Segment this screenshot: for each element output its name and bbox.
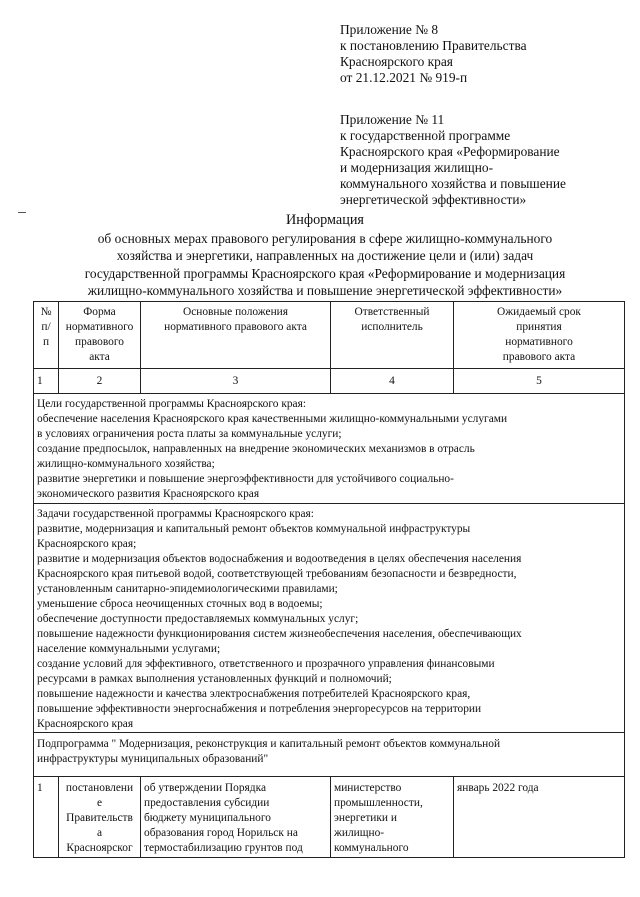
header-cell-executor: Ответственный исполнитель [331, 302, 454, 369]
header-cell-content: Основные положения нормативного правового акта [141, 302, 331, 369]
goals-cell: Цели государственной программы Красноярского края: обеспечение населения Красноярского края качественными жилищно-коммунальными услугами в условиях ограничения роста платы за коммунальные услуги; создание предпосылок, направленных на внедрение экономических механизмов в отрасль жилищно-коммунального хозяйства; развитие энергетики и повышение энергоэффективности для устойчивого социально- экономического развития Красноярского края [34, 394, 625, 504]
column-number: 2 [59, 369, 141, 394]
column-number: 5 [454, 369, 625, 394]
column-number: 3 [141, 369, 331, 394]
appendix-line: к постановлению Правительства [340, 38, 527, 53]
appendix-line: Красноярского края [340, 54, 453, 69]
header-cell-form: Форма нормативного правового акта [59, 302, 141, 369]
table-header-row [34, 302, 625, 369]
column-number: 1 [34, 369, 59, 394]
row-deadline: январь 2022 года [454, 777, 625, 858]
appendix-line: Приложение № 8 [340, 22, 439, 37]
tasks-row [34, 504, 625, 733]
appendix-11-block [340, 112, 566, 208]
measures-table [33, 301, 625, 858]
appendix-line: энергетической эффективности» [340, 192, 527, 207]
column-number: 4 [331, 369, 454, 394]
column-number-row [34, 369, 625, 394]
header-cell-number: № п/ п [34, 302, 59, 369]
document-heading [28, 212, 622, 300]
subtitle-line: жилищно-коммунального хозяйства и повышение энергетической эффективности» [87, 283, 563, 298]
appendix-line: коммунального хозяйства и повышение [340, 176, 566, 191]
subtitle-line: государственной программы Красноярского края «Реформирование и модернизация [84, 265, 566, 281]
row-number: 1 [34, 777, 59, 858]
subtitle-line: об основных мерах правового регулирования в сфере жилищно-коммунального [97, 230, 553, 246]
appendix-line: к государственной программе [340, 128, 511, 143]
row-executor: министерство промышленности, энергетики и жилищно- коммунального [331, 777, 454, 858]
row-content: об утверждении Порядка предоставления субсидии бюджету муниципального образования город Норильск на термостабилизацию грунтов под [141, 777, 331, 858]
table-row [34, 777, 625, 858]
appendix-line: Красноярского края «Реформирование [340, 144, 560, 159]
appendix-8-block [340, 22, 527, 86]
appendix-line: и модернизация жилищно- [340, 160, 494, 175]
appendix-line: от 21.12.2021 № 919-п [340, 70, 468, 85]
document-title: Информация [286, 212, 364, 228]
subtitle-line: хозяйства и энергетики, направленных на достижение цели и (или) задач [116, 248, 534, 263]
appendix-line: Приложение № 11 [340, 112, 445, 127]
subprogram-row [34, 733, 625, 777]
row-form: постановлени е Правительств а Красноярског [59, 777, 141, 858]
tasks-cell: Задачи государственной программы Красноярского края: развитие, модернизация и капитальный ремонт объектов коммунальной инфраструктуры Красноярского края; развитие и модернизация объектов водоснабжения и водоотведения в целях обеспечения населения Красноярского края питьевой водой, соответствующей требованиям безопасности и безвредности, установленным санитарно-эпидемиологическими правилами; уменьшение сброса неочищенных сточных вод в водоемы; обеспечение доступности предоставляемых коммунальных услуг; повышение надежности функционирования систем жизнеобеспечения населения, обеспечивающих население коммунальными услугами; создание условий для эффективного, ответственного и прозрачного управления финансовыми ресурсами в рамках выполнения установленных функций и полномочий; повышение надежности и качества электроснабжения потребителей Красноярского края, повышение эффективности энергоснабжения и потребления энергоресурсов на территории Красноярского края [34, 504, 625, 733]
scan-mark [18, 212, 26, 213]
goals-row [34, 394, 625, 504]
header-cell-deadline: Ожидаемый срок принятия нормативного правового акта [454, 302, 625, 369]
subprogram-cell: Подпрограмма " Модернизация, реконструкция и капитальный ремонт объектов коммунальной инфраструктуры муниципальных образований" [34, 733, 625, 777]
